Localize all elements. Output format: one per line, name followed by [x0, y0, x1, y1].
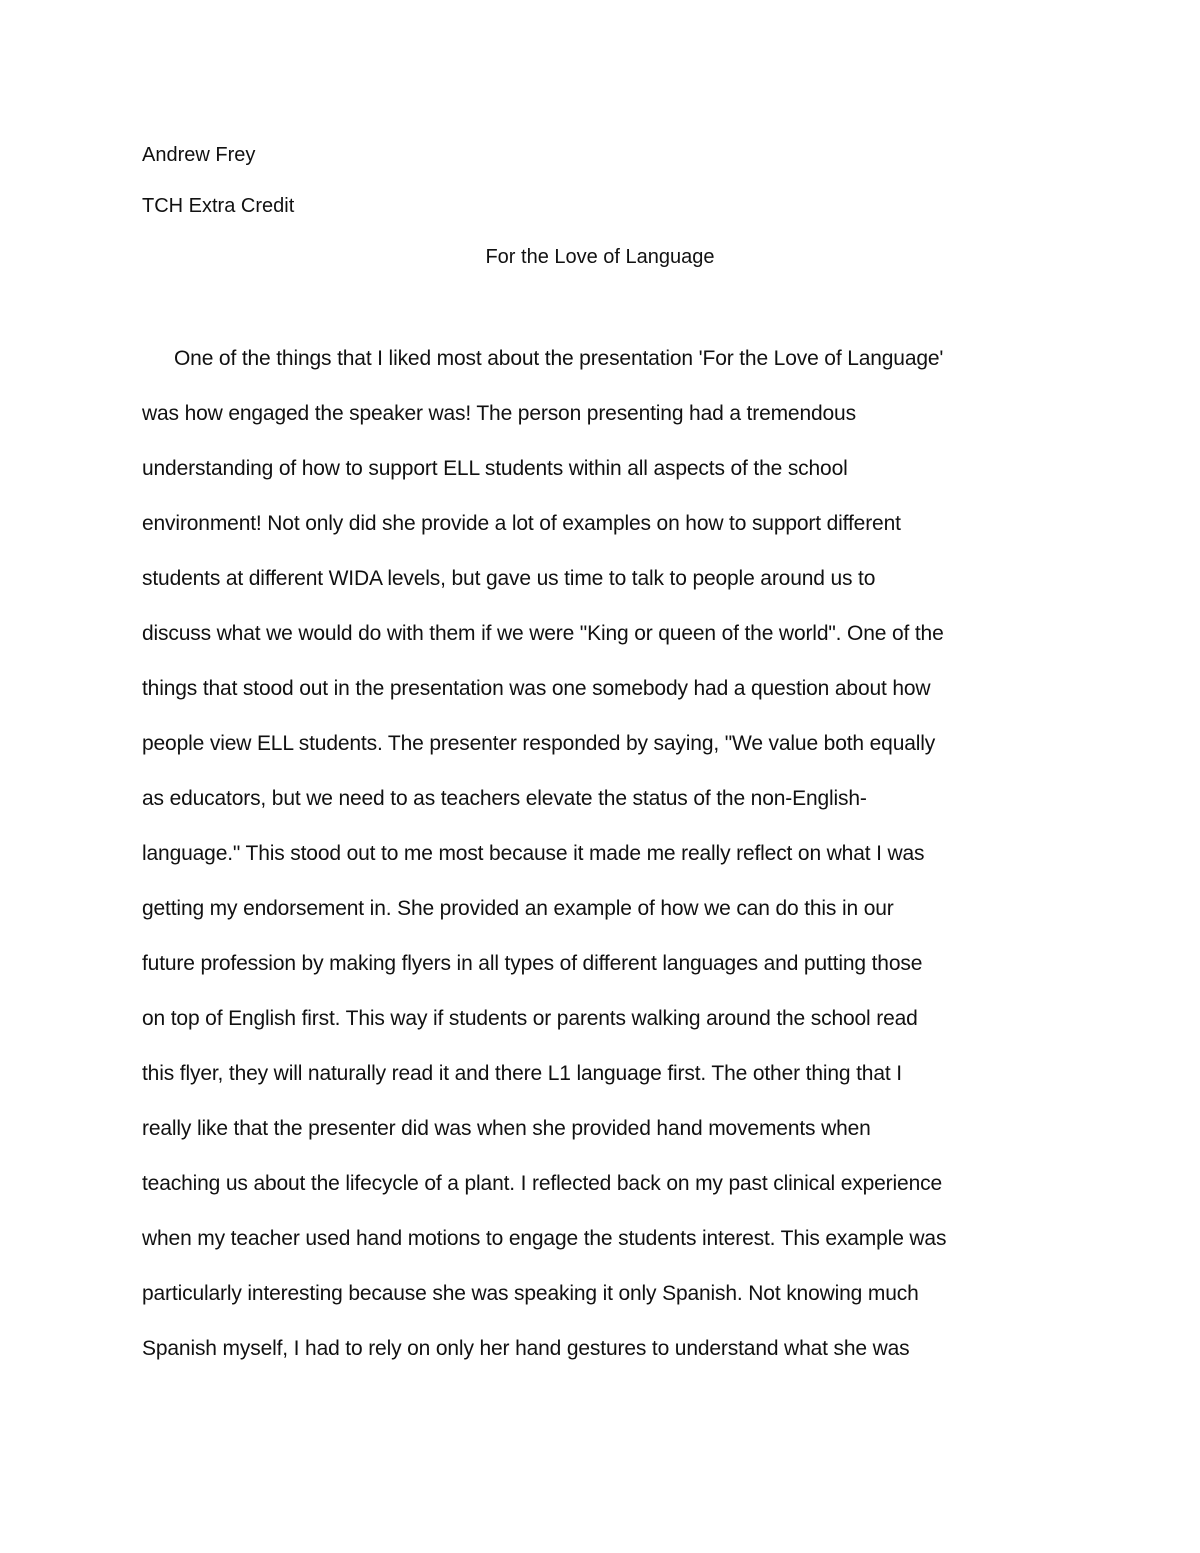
body-line: getting my endorsement in. She provided an example of how we can do this in our — [142, 897, 894, 920]
essay-title: For the Love of Language — [485, 246, 715, 268]
body-line: was how engaged the speaker was! The person presenting had a tremendous — [142, 402, 856, 425]
body-line: really like that the presenter did was when she provided hand movements when — [142, 1117, 871, 1140]
body-line: understanding of how to support ELL students within all aspects of the school — [142, 457, 848, 480]
body-line: particularly interesting because she was speaking it only Spanish. Not knowing much — [142, 1282, 919, 1305]
body-line: discuss what we would do with them if we were "King or queen of the world". One of the — [142, 622, 944, 645]
course-name: TCH Extra Credit — [142, 195, 295, 217]
body-line: students at different WIDA levels, but gave us time to talk to people around us to — [142, 567, 876, 590]
body-line: this flyer, they will naturally read it and there L1 language first. The other thing that I — [142, 1062, 902, 1085]
body-line: environment! Not only did she provide a lot of examples on how to support different — [142, 512, 901, 535]
body-line: on top of English first. This way if students or parents walking around the school read — [142, 1007, 918, 1030]
body-line: One of the things that I liked most about the presentation 'For the Love of Language' — [174, 347, 944, 370]
body-line: as educators, but we need to as teachers elevate the status of the non-English- — [142, 787, 867, 810]
body-line: Spanish myself, I had to rely on only her hand gestures to understand what she was — [142, 1337, 910, 1360]
body-line: future profession by making flyers in all types of different languages and putting those — [142, 952, 923, 975]
author-name: Andrew Frey — [142, 144, 256, 166]
body-line: when my teacher used hand motions to engage the students interest. This example was — [142, 1227, 947, 1250]
body-line: teaching us about the lifecycle of a plant. I reflected back on my past clinical experience — [142, 1172, 942, 1195]
body-line: language." This stood out to me most because it made me really reflect on what I was — [142, 842, 925, 865]
body-line: people view ELL students. The presenter responded by saying, "We value both equally — [142, 732, 936, 755]
body-line: things that stood out in the presentation was one somebody had a question about how — [142, 677, 931, 700]
